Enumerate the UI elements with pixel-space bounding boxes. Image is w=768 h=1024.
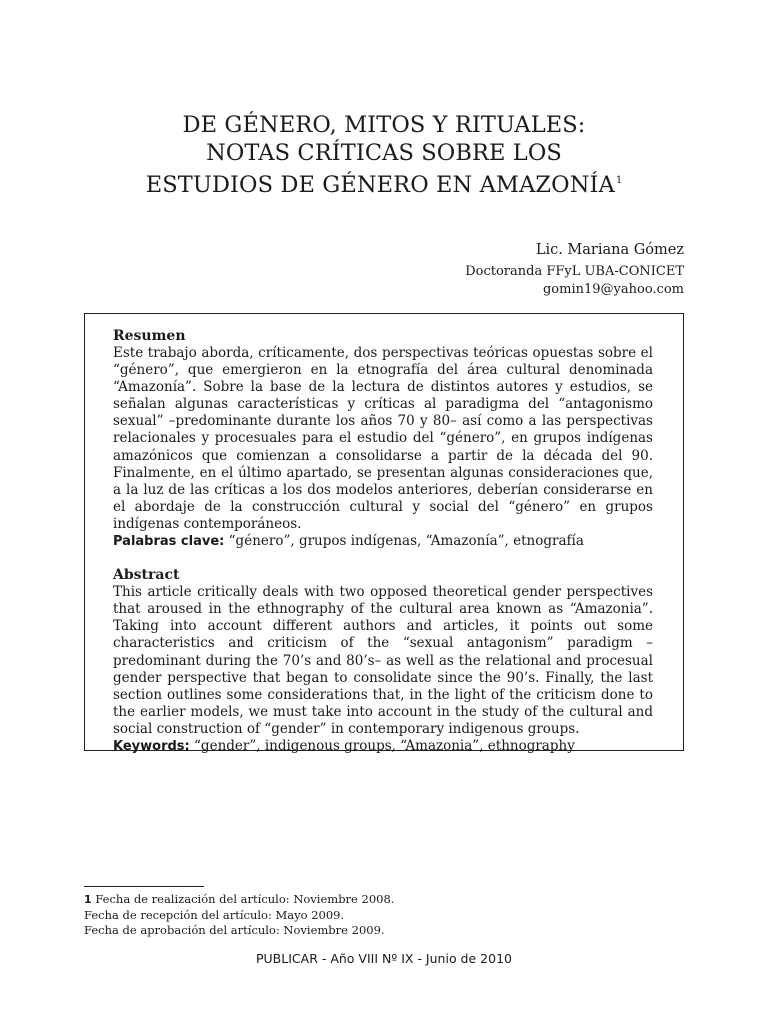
page-footer: PUBLICAR - Año VIII Nº IX - Junio de 2010	[256, 951, 512, 966]
author-name: Lic. Mariana Gómez	[535, 242, 684, 258]
title-footnote-marker[interactable]: 1	[615, 175, 623, 186]
author-email: gomin19@yahoo.com	[542, 282, 684, 297]
footnote-1	[84, 892, 394, 908]
title-line-2: NOTAS CRÍTICAS SOBRE LOS	[206, 140, 562, 166]
abstract-box	[84, 313, 684, 754]
resumen-heading: Resumen	[113, 328, 186, 344]
footnote-number: 1	[84, 893, 92, 906]
resumen-body: Este trabajo aborda, críticamente, dos perspectivas teóricas opuestas sobre el “género”, que emergieron en la etnografía del área cultural denominada “Amazonía”. Sobre la base de la lectura de distintos autores y estudios, se señalan algunas características y críticas al paradigma del “antagonismo sexual” –predominante durante los años 70 y 80– así como a las perspectivas relacionales y procesuales para el estudio del “género”, en grupos indígenas amazónicos que comienzan a consolidarse a partir de la década del 90. Finalmente, en el último apartado, se presentan algunas consideraciones que, a la luz de las críticas a los dos modelos anteriores, deberían considerarse en el abordaje de la construcción cultural y social del “género” en grupos indígenas contemporáneos.	[113, 345, 653, 532]
footnote-line-2: Fecha de recepción del artículo: Mayo 2009.	[84, 907, 345, 922]
title-line-3	[0, 167, 768, 199]
resumen-keywords-label: Palabras clave:	[113, 534, 225, 550]
title-line-1: DE GÉNERO, MITOS Y RITUALES:	[182, 112, 586, 138]
footnote-line-1: Fecha de realización del artículo: Noviembre 2008.	[95, 892, 395, 906]
footnotes	[84, 892, 394, 939]
abstract-heading: Abstract	[113, 567, 180, 584]
author-block	[465, 240, 684, 299]
abstract-body: This article critically deals with two opposed theoretical gender perspectives that aroused in the ethnography of the cultural area known as “Amazonia”. Taking into account different authors and articles, it points out some characteristics and criticism of the “sexual antagonism” paradigm –predominant during the 70’s and 80’s– as well as the relational and procesual gender perspective that began to consolidate since the 90’s. Finally, the last section outlines some considerations that, in the light of the criticism done to the earlier models, we must take into account in the study of the cultural and social construction of “gender” in contemporary indigenous groups.	[113, 584, 653, 737]
article-title	[0, 111, 768, 199]
resumen-keywords-text: “género”, grupos indígenas, “Amazonía”, etnografía	[228, 533, 584, 550]
author-affiliation: Doctoranda FFyL UBA-CONICET	[465, 264, 684, 279]
title-line-3-text: ESTUDIOS DE GÉNERO EN AMAZONÍA	[145, 172, 615, 198]
footnote-line-3: Fecha de aprobación del artículo: Noviembre 2009.	[84, 923, 385, 937]
footnote-divider	[84, 886, 204, 887]
abstract-keywords	[113, 738, 653, 755]
abstract-keywords-label: Keywords:	[113, 738, 190, 754]
section-spacer	[113, 550, 653, 567]
abstract-keywords-text: “gender”, indigenous groups, “Amazonia”, ethnography	[194, 737, 575, 754]
resumen-keywords	[113, 533, 653, 550]
